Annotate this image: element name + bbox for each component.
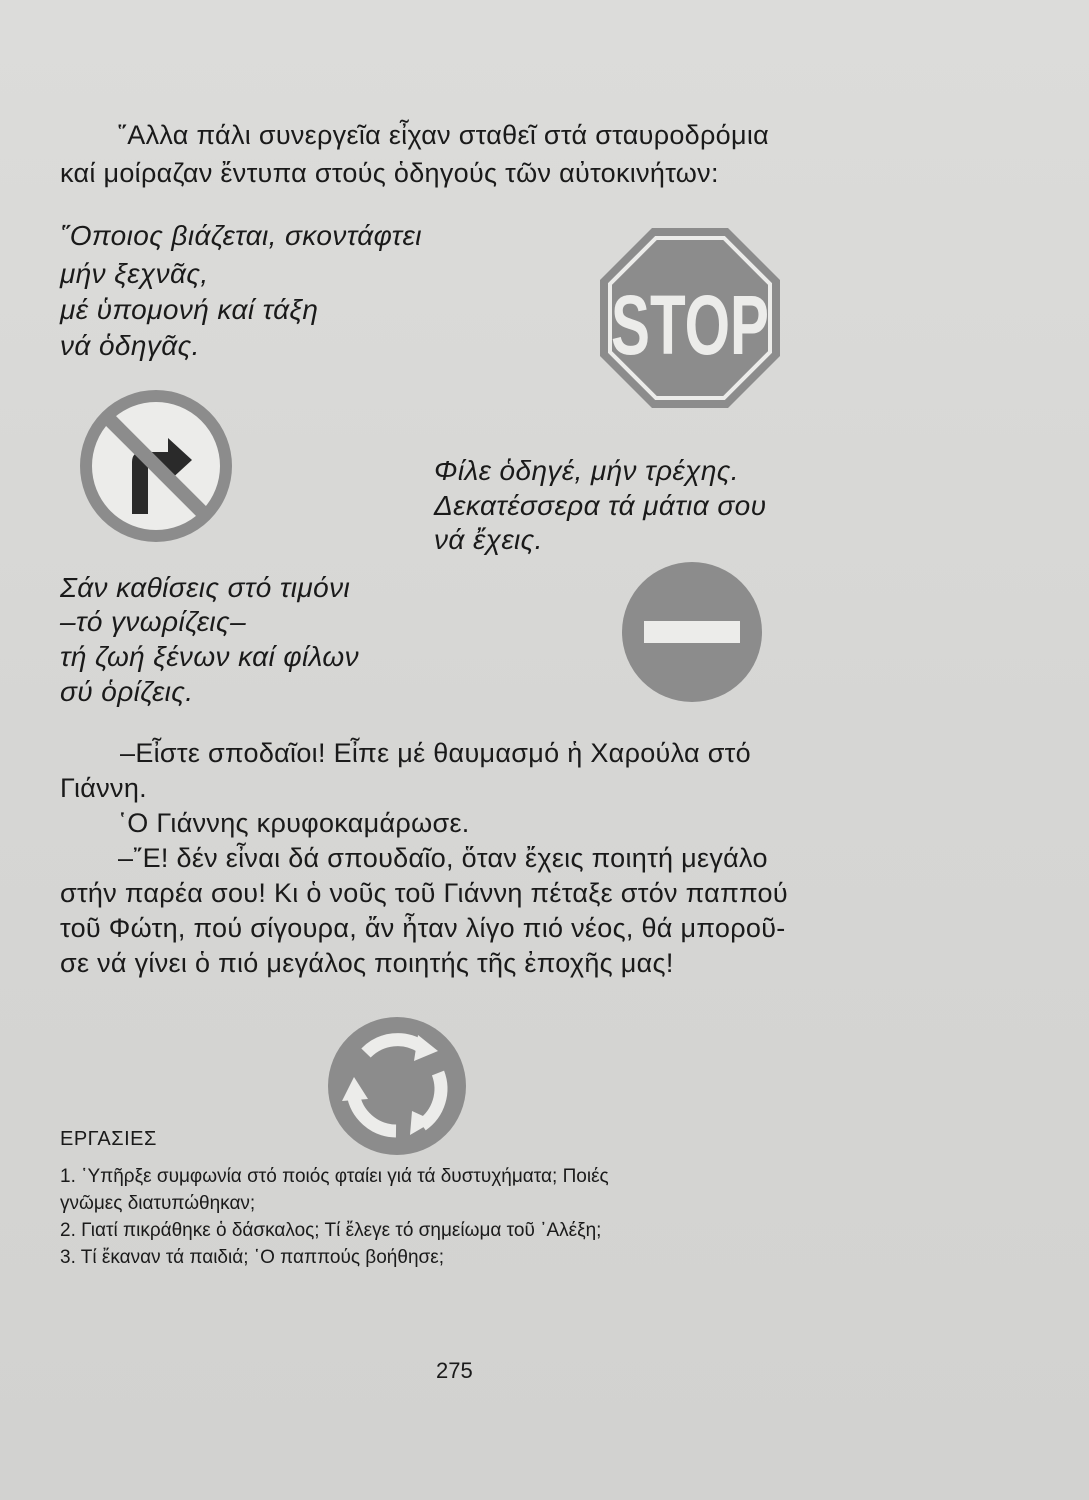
dialogue-line-2: Γιάννη. <box>60 773 147 803</box>
poem3-line-1: Σάν καθίσεις στό τιμόνι <box>60 572 351 603</box>
exercise-item-2: 2. Γιατί πικράθηκε ὁ δάσκαλος; Τί ἔλεγε τό σημείωμα τοῦ ᾽Αλέξη; <box>60 1220 602 1241</box>
stop-sign-text: STOP <box>611 278 769 372</box>
dialogue-line-7: σε νά γίνει ὁ πιό μεγάλος ποιητής τῆς ἐποχῆς μας! <box>60 948 674 978</box>
no-entry-sign-icon <box>620 560 764 704</box>
exercise-item-3: 3. Τί ἔκαναν τά παιδιά; ῾Ο παππούς βοήθησε; <box>60 1247 444 1268</box>
no-left-turn-sign-icon <box>80 390 232 542</box>
dialogue-line-5: στήν παρέα σου! Κι ὁ νοῦς τοῦ Γιάννη πέταξε στόν παππού <box>60 878 788 908</box>
roundabout-sign-icon <box>326 1015 468 1157</box>
poem1-line-3: μέ ὑπομονή καί τάξη <box>60 294 319 325</box>
poem1-line-2: μήν ξεχνᾶς, <box>60 258 209 289</box>
dialogue-line-6: τοῦ Φώτη, πού σίγουρα, ἄν ἦταν λίγο πιό νέος, θά μποροῦ- <box>60 913 786 943</box>
intro-line-2: καί μοίραζαν ἔντυπα στούς ὁδηγούς τῶν αὐτοκινήτων: <box>60 158 719 188</box>
stop-sign-icon <box>598 226 782 410</box>
page-number: 275 <box>436 1358 473 1383</box>
poem3-line-3: τή ζωή ξένων καί φίλων <box>60 641 360 672</box>
dialogue-line-4: –῎Ε! δέν εἶναι δά σπουδαῖο, ὅταν ἔχεις ποιητή μεγάλο <box>118 843 768 873</box>
poem2-line-2: Δεκατέσσερα τά μάτια σου <box>434 490 767 521</box>
dialogue-line-3: ῾Ο Γιάννης κρυφοκαμάρωσε. <box>118 808 470 838</box>
exercises-title: ΕΡΓΑΣΙΕΣ <box>60 1128 157 1150</box>
dialogue-line-1: –Εἶστε σποδαῖοι! Εἶπε μέ θαυμασμό ἡ Χαρούλα στό <box>120 738 751 768</box>
poem2-line-3: νά ἔχεις. <box>434 524 543 555</box>
exercise-item-1: 1. ῾Υπῆρξε συμφωνία στό ποιός φταίει γιά τά δυστυχήματα; Ποιές <box>60 1166 609 1187</box>
poem1-line-1: ῞Οποιος βιάζεται, σκοντάφτει <box>60 220 422 251</box>
poem3-line-4: σύ ὁρίζεις. <box>60 676 194 707</box>
exercise-item-1-cont: γνῶμες διατυπώθηκαν; <box>60 1193 256 1214</box>
poem1-line-4: νά ὁδηγᾶς. <box>60 330 200 361</box>
poem2-line-1: Φίλε ὁδηγέ, μήν τρέχης. <box>434 455 739 486</box>
intro-line-1: ῞Αλλα πάλι συνεργεῖα εἶχαν σταθεῖ στά σταυροδρόμια <box>118 120 770 150</box>
poem3-line-2: –τό γνωρίζεις– <box>60 606 247 637</box>
